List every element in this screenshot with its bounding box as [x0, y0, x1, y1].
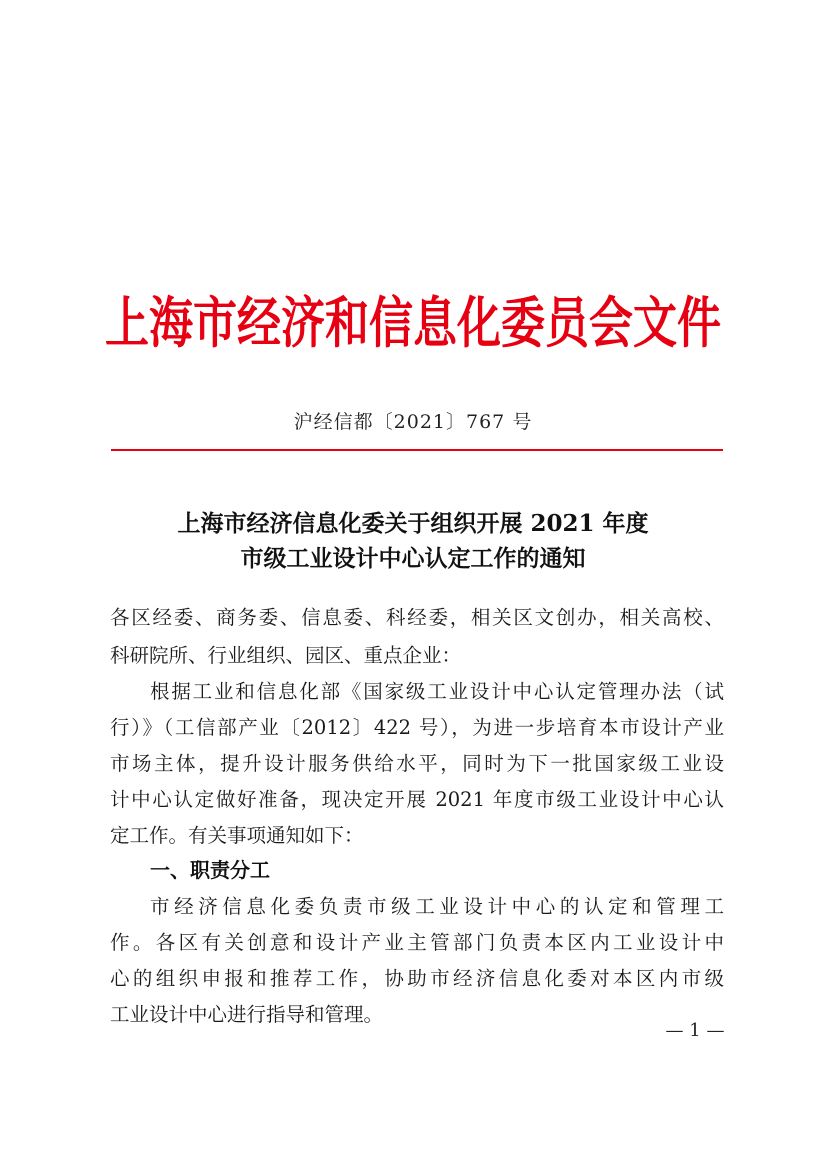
- red-divider: [111, 449, 723, 451]
- paragraph-line: 行）》（工信部产业〔2012〕422 号），为进一步培育本市设计产业: [110, 716, 724, 739]
- section-heading: 一、职责分工: [150, 858, 270, 882]
- paragraph-line: 作。各区有关创意和设计产业主管部门负责本区内工业设计中: [110, 931, 724, 954]
- document-number: 沪经信都〔2021〕767 号: [293, 411, 533, 433]
- paragraph-line: 市场主体，提升设计服务供给水平，同时为下一批国家级工业设: [110, 752, 724, 775]
- document-title-line-2: 市级工业设计中心认定工作的通知: [240, 545, 586, 572]
- issuer-header: 上海市经济和信息化委员会文件: [105, 291, 721, 356]
- paragraph-line: 市经济信息化委负责市级工业设计中心的认定和管理工: [150, 895, 724, 918]
- addressee-line-1: 各区经委、商务委、信息委、科经委，相关区文创办，相关高校、: [110, 606, 724, 629]
- paragraph-line: 工业设计中心进行指导和管理。: [110, 1003, 384, 1026]
- page-number: — 1 —: [665, 1020, 725, 1041]
- paragraph-line: 定工作。有关事项通知如下：: [110, 824, 364, 847]
- document-title-line-1: 上海市经济信息化委关于组织开展 2021 年度: [177, 510, 649, 537]
- paragraph-line: 根据工业和信息化部《国家级工业设计中心认定管理办法（试: [150, 680, 724, 703]
- paragraph-line: 心的组织申报和推荐工作，协助市经济信息化委对本区内市级: [110, 967, 724, 990]
- paragraph-line: 计中心认定做好准备，现决定开展 2021 年度市级工业设计中心认: [110, 788, 724, 811]
- addressee-line-2: 科研院所、行业组织、园区、重点企业：: [110, 644, 462, 667]
